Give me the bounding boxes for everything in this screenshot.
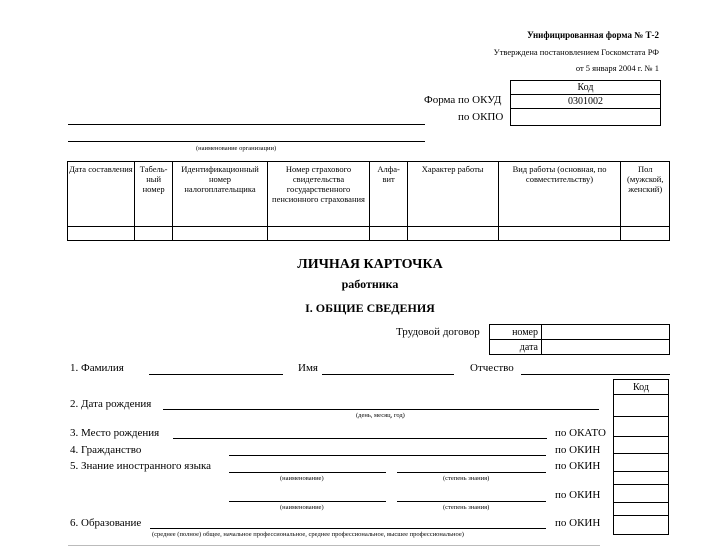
education-okin-label: по ОКИН — [555, 517, 601, 529]
citizenship-okin-label: по ОКИН — [555, 444, 601, 456]
birthplace-field[interactable] — [173, 438, 547, 439]
org-name-line-1[interactable] — [68, 124, 425, 125]
surname-label: 1. Фамилия — [70, 362, 124, 374]
cell-work-type[interactable] — [498, 227, 621, 241]
card-title: ЛИЧНАЯ КАРТОЧКА — [297, 257, 443, 272]
org-name-line-2[interactable] — [68, 141, 425, 142]
bottom-rule — [68, 545, 600, 546]
birthdate-field[interactable] — [163, 409, 599, 410]
kod-gap-1 — [614, 472, 669, 485]
language1-degree-caption: (степень знания) — [443, 475, 490, 482]
code-column — [613, 379, 669, 535]
cell-insurance[interactable] — [267, 227, 370, 241]
name-label: Имя — [298, 362, 318, 374]
col-work-type: Вид работы (основная, по совместительству) — [498, 162, 621, 227]
approval-date: от 5 января 2004 г. № 1 — [575, 63, 659, 73]
org-caption: (наименование организации) — [196, 145, 277, 152]
kod-blank — [614, 395, 669, 417]
contract-label: Трудовой договор — [396, 326, 480, 338]
cell-date[interactable] — [68, 227, 135, 241]
col-tab-number: Табель-ный номер — [134, 162, 173, 227]
col-insurance: Номер страхового свидетельства государственного пенсионного страхования — [267, 162, 370, 227]
education-label: 6. Образование — [70, 517, 142, 529]
contract-date-value[interactable] — [542, 340, 670, 355]
col-work-character: Характер работы — [407, 162, 498, 227]
code-header: Код — [511, 81, 661, 95]
language1-okin-value[interactable] — [614, 454, 669, 472]
cell-inn[interactable] — [173, 227, 267, 241]
card-subtitle: работника — [341, 277, 399, 291]
okud-label: Форма по ОКУД — [424, 94, 502, 106]
education-okin-value[interactable] — [614, 516, 669, 535]
language2-okin-value[interactable] — [614, 485, 669, 503]
citizenship-okin-value[interactable] — [614, 437, 669, 454]
contract-number-label: номер — [490, 325, 542, 340]
language1-degree-field[interactable] — [397, 472, 546, 473]
approved-by: Утверждена постановлением Госкомстата РФ — [493, 47, 659, 57]
birthdate-label: 2. Дата рождения — [70, 398, 152, 410]
kod-header: Код — [614, 380, 669, 395]
kod-gap-2 — [614, 503, 669, 516]
birthplace-label: 3. Место рождения — [70, 427, 160, 439]
cell-tab-number[interactable] — [134, 227, 173, 241]
section-title: I. ОБЩИЕ СВЕДЕНИЯ — [305, 301, 435, 315]
language1-okin-label: по ОКИН — [555, 460, 601, 472]
okato-value[interactable] — [614, 417, 669, 437]
patronymic-field[interactable] — [521, 374, 670, 375]
patronymic-label: Отчество — [470, 362, 514, 374]
okpo-label: по ОКПО — [458, 111, 504, 123]
cell-work-character[interactable] — [407, 227, 498, 241]
col-alphabet: Алфа-вит — [370, 162, 407, 227]
language2-degree-caption: (степень знания) — [443, 504, 490, 511]
birthdate-caption: (день, месяц, год) — [356, 412, 405, 419]
name-field[interactable] — [322, 374, 454, 375]
language-label: 5. Знание иностранного языка — [70, 460, 212, 472]
col-inn: Идентификационный номер налогоплательщика — [173, 162, 267, 227]
col-date: Дата составления — [68, 162, 135, 227]
citizenship-label: 4. Гражданство — [70, 444, 142, 456]
language2-okin-label: по ОКИН — [555, 489, 601, 501]
contract-date-label: дата — [490, 340, 542, 355]
education-field[interactable] — [150, 528, 546, 529]
language2-name-field[interactable] — [229, 501, 386, 502]
contract-number-value[interactable] — [542, 325, 670, 340]
code-table — [510, 80, 661, 126]
language2-name-caption: (наименование) — [280, 504, 324, 511]
okato-label: по ОКАТО — [555, 427, 606, 439]
education-caption: (среднее (полное) общее, начальное профессиональное, среднее профессиональное, высшее профессиональное) — [152, 531, 464, 538]
contract-table — [489, 324, 670, 355]
okpo-value[interactable] — [511, 109, 661, 126]
main-table — [67, 161, 670, 241]
citizenship-field[interactable] — [229, 455, 546, 456]
cell-sex[interactable] — [621, 227, 670, 241]
cell-alphabet[interactable] — [370, 227, 407, 241]
col-sex: Пол (мужской, женский) — [621, 162, 670, 227]
surname-field[interactable] — [149, 374, 283, 375]
language1-name-field[interactable] — [229, 472, 386, 473]
language1-name-caption: (наименование) — [280, 475, 324, 482]
form-name: Унифицированная форма № Т-2 — [527, 30, 659, 40]
table-row — [68, 227, 670, 241]
language2-degree-field[interactable] — [397, 501, 546, 502]
okud-value[interactable]: 0301002 — [511, 95, 661, 109]
